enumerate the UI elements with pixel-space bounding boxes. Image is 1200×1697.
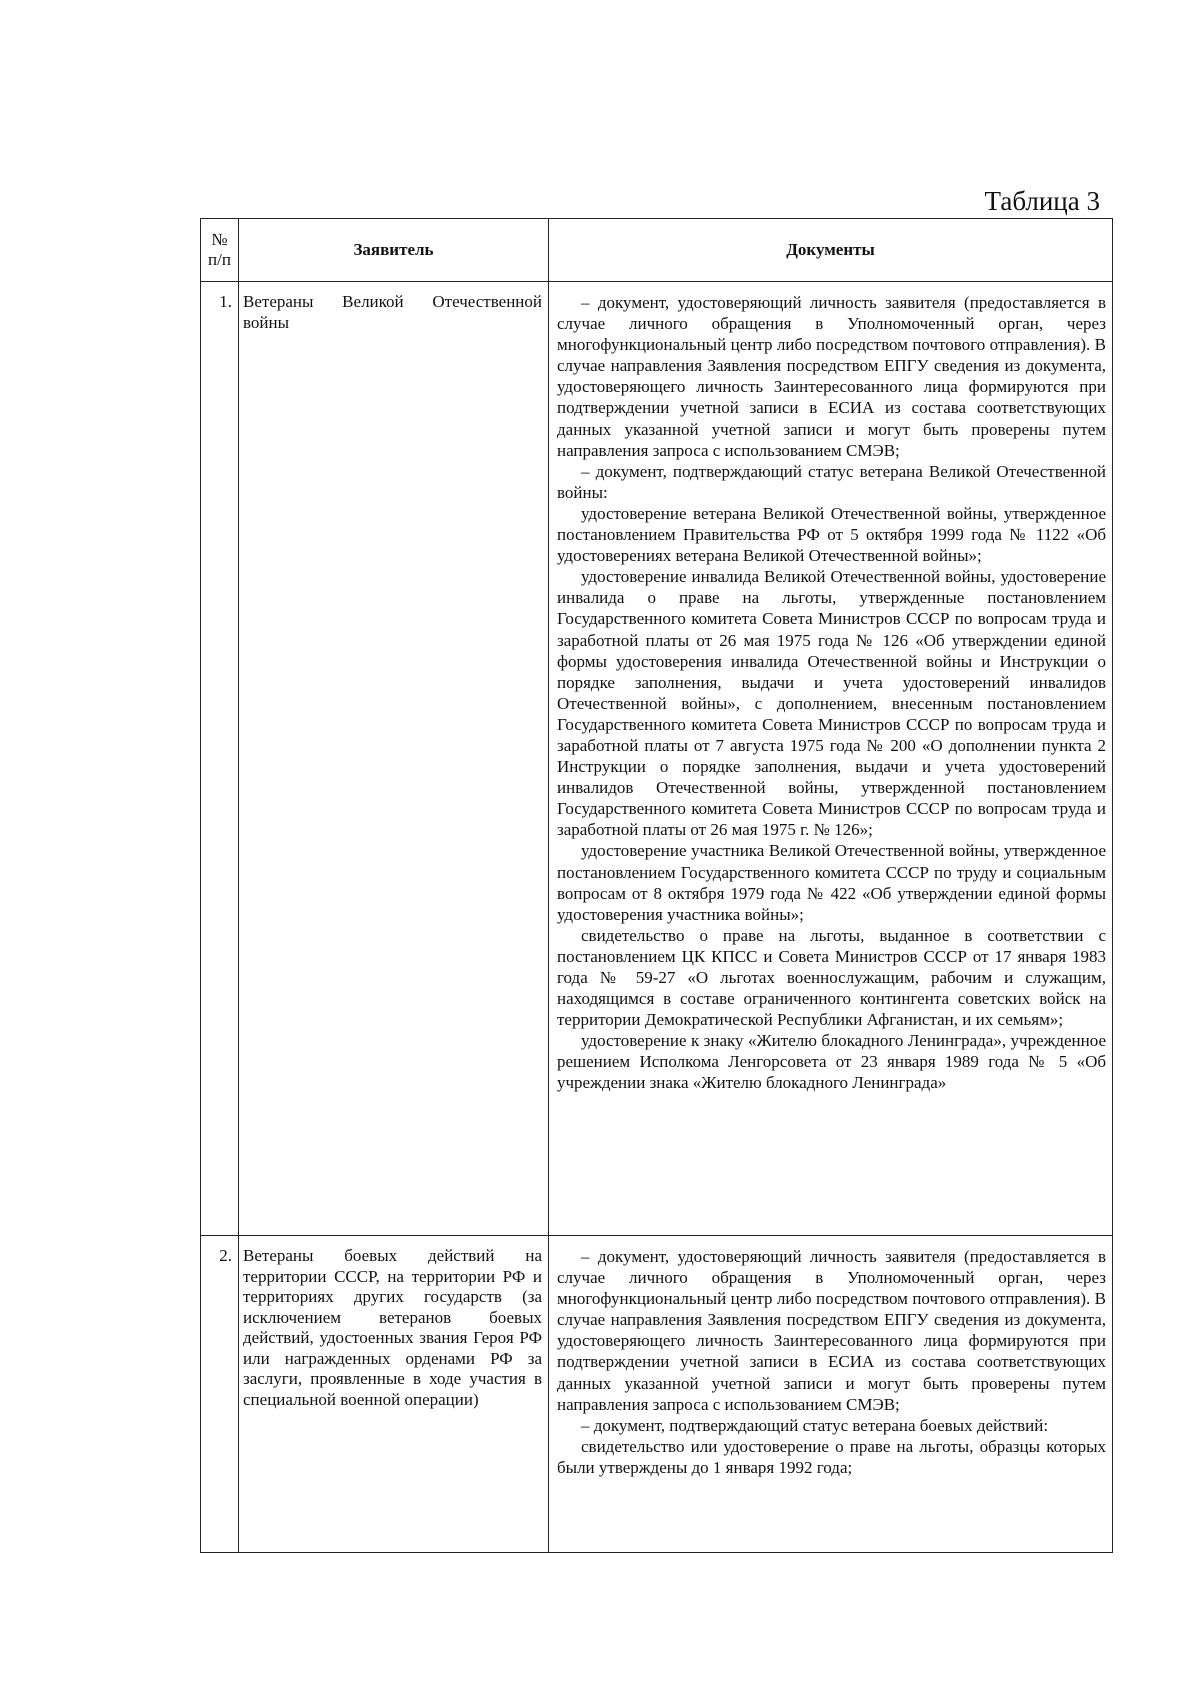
row-number: 1. <box>201 282 239 1236</box>
header-number-line1: № <box>211 230 228 249</box>
table-row <box>201 1236 1113 1553</box>
header-applicant: Заявитель <box>239 219 549 282</box>
document-paragraph: – документ, удостоверяющий личность заявителя (предоставляется в случае личного обращения в Уполномоченный орган, через многофункциональный центр либо посредством почтового отправления). В случае направления Заявления посредством ЕПГУ сведения из документа, удостоверяющего личность Заинтересованного лица формируются при подтверждении учетной записи в ЕСИА из состава соответствующих данных указанной учетной записи и могут быть проверены путем направления запроса с использованием СМЭВ; <box>557 1247 1106 1414</box>
document-paragraph: – документ, удостоверяющий личность заявителя (предоставляется в случае личного обращения в Уполномоченный орган, через многофункциональный центр либо посредством почтового отправления). В случае направления Заявления посредством ЕПГУ сведения из документа, удостоверяющего личность Заинтересованного лица формируются при подтверждении учетной записи в ЕСИА из состава соответствующих данных указанной учетной записи и могут быть проверены путем направления запроса с использованием СМЭВ; <box>557 293 1106 460</box>
header-number <box>201 219 239 282</box>
document-paragraph: – документ, подтверждающий статус ветерана боевых действий: <box>581 1415 1049 1435</box>
documents-table <box>200 218 1113 1553</box>
documents-cell <box>549 282 1113 1236</box>
table-row <box>201 282 1113 1236</box>
row-number: 2. <box>201 1236 239 1553</box>
table-header-row <box>201 219 1113 282</box>
document-paragraph: свидетельство или удостоверение о праве на льготы, образцы которых были утверждены до 1 января 1992 года; <box>557 1436 1106 1477</box>
document-paragraph: – документ, подтверждающий статус ветерана Великой Отечественной войны: <box>557 461 1106 502</box>
applicant-cell: Ветераны Великой Отечественной войны <box>239 282 549 1236</box>
document-paragraph: удостоверение инвалида Великой Отечественной войны, удостоверение инвалида о праве на льготы, утвержденные постановлением Государственного комитета Совета Министров СССР по вопросам труда и заработной платы от 26 мая 1975 года № 126 «Об утверждении единой формы удостоверения инвалида Отечественной войны и Инструкции о порядке заполнения, выдачи и учета удостоверений инвалидов Отечественной войны», с дополнением, внесенным постановлением Государственного комитета Совета Министров СССР по вопросам труда и заработной платы от 7 августа 1975 года № 200 «О дополнении пункта 2 Инструкции о порядке заполнения, выдачи и учета удостоверений инвалидов Отечественной войны, утвержденной постановлением Государственного комитета Совета Министров СССР по вопросам труда и заработной платы от 26 мая 1975 г. № 126»; <box>557 567 1106 840</box>
applicant-cell: Ветераны боевых действий на территории СССР, на территории РФ и территориях других государств (за исключением ветеранов боевых действий, удостоенных звания Героя РФ или награжденных орденами РФ за заслуги, проявленные в ходе участия в специальной военной операции) <box>239 1236 549 1553</box>
table-caption: Таблица 3 <box>984 186 1100 216</box>
document-paragraph: удостоверение к знаку «Жителю блокадного Ленинграда», учрежденное решением Исполкома Ленгорсовета от 23 января 1989 года № 5 «Об учреждении знака «Жителю блокадного Ленинграда» <box>557 1031 1106 1093</box>
documents-cell <box>549 1236 1113 1553</box>
document-paragraph: свидетельство о праве на льготы, выданное в соответствии с постановлением ЦК КПСС и Совета Министров СССР от 17 января 1983 года № 59-27 «О льготах военнослужащим, рабочим и служащим, находящимся в составе ограниченного контингента советских войск на территории Демократической Республики Афганистан, и их семьям»; <box>557 925 1106 1030</box>
header-number-line2: п/п <box>208 250 231 269</box>
header-documents: Документы <box>549 219 1113 282</box>
document-paragraph: удостоверение участника Великой Отечественной войны, утвержденное постановлением Государственного комитета СССР по труду и социальным вопросам от 8 октября 1979 года № 422 «Об утверждении единой формы удостоверения участника войны»; <box>557 841 1106 924</box>
document-paragraph: удостоверение ветерана Великой Отечественной войны, утвержденное постановлением Правительства РФ от 5 октября 1999 года № 1122 «Об удостоверениях ветерана Великой Отечественной войны»; <box>557 503 1106 566</box>
